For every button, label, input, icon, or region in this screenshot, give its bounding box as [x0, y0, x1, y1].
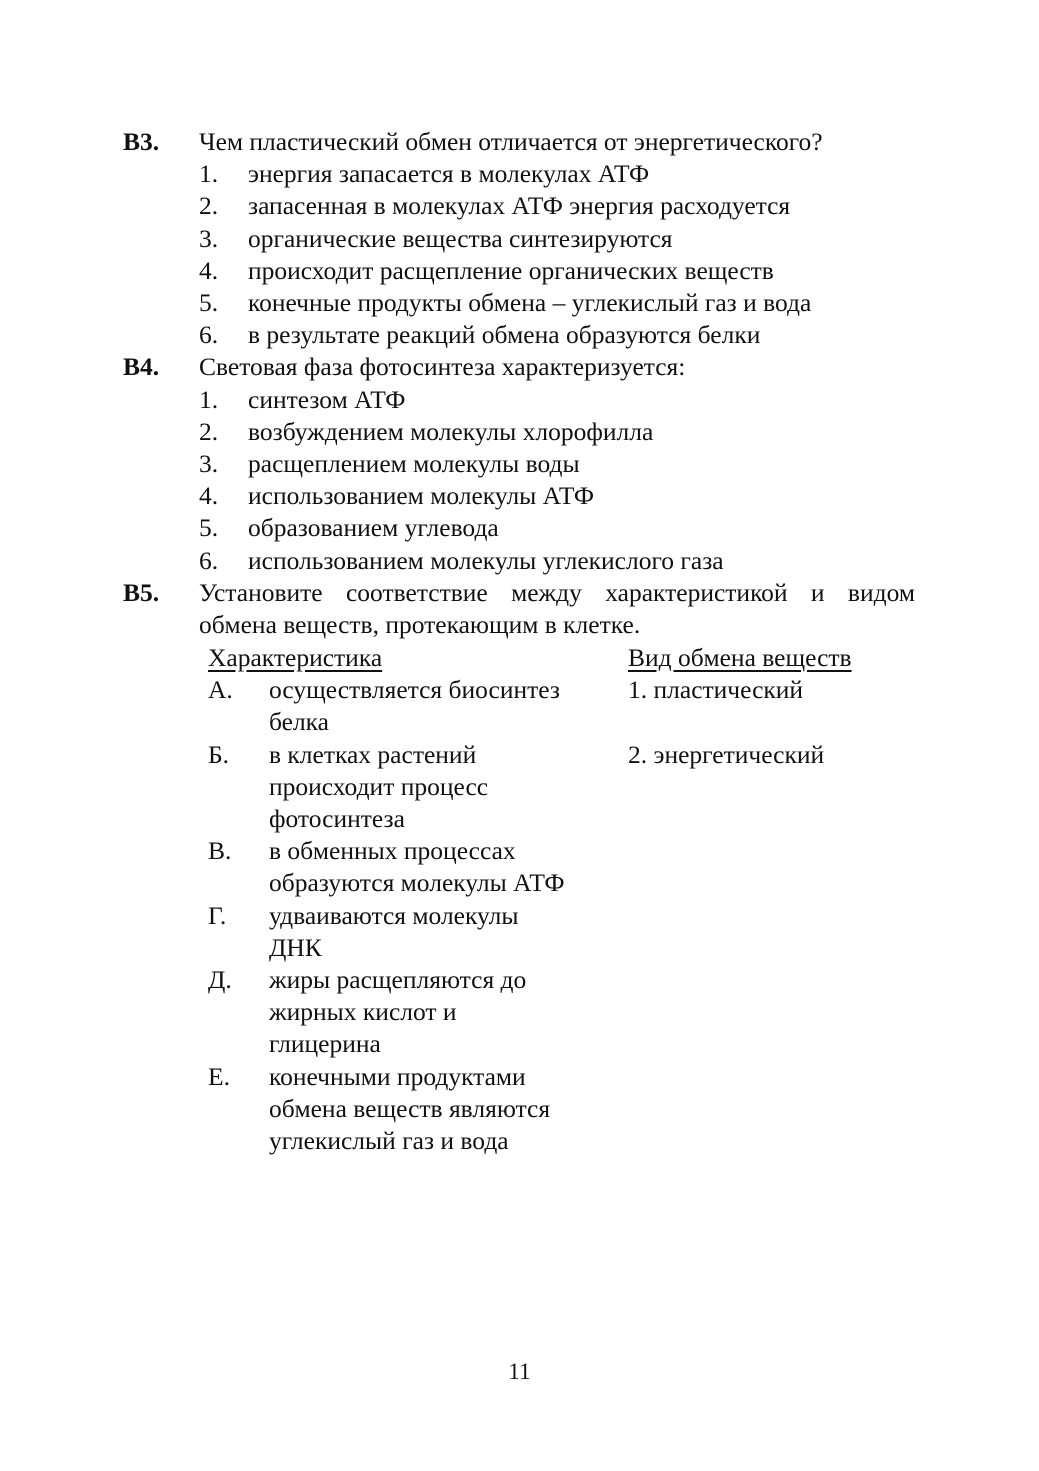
option-text: расщеплением молекулы воды: [248, 448, 580, 478]
question-text: Световая фаза фотосинтеза характеризуется:: [199, 352, 686, 382]
characteristic-item: [0, 964, 1039, 1061]
answer-option: [0, 255, 1039, 287]
option-text: энергия запасается в молекулах АТФ: [248, 159, 650, 189]
option-text: синтезом АТФ: [248, 384, 406, 414]
option-text: запасенная в молекулах АТФ энергия расходуется: [248, 191, 791, 221]
question-text-line: Установите соответствие между характеристикой и видом: [199, 577, 915, 607]
question-text-line: обмена веществ, протекающим в клетке.: [199, 610, 641, 639]
characteristic-item: [0, 739, 1039, 836]
answer-option: [0, 319, 1039, 351]
item-text: в обменных процессах образуются молекулы АТФ: [269, 836, 565, 898]
item-text: жиры расщепляются до жирных кислот и глицерина: [269, 965, 527, 1059]
item-letter: А.: [208, 675, 233, 705]
characteristic-item: [0, 900, 1039, 964]
item-text: осуществляется биосинтез белка: [269, 675, 560, 737]
question-text: Чем пластический обмен отличается от энергетического?: [199, 127, 823, 156]
question-number: B4.: [123, 352, 160, 382]
characteristic-item: [0, 1061, 1039, 1158]
item-letter: В.: [208, 836, 232, 866]
option-number: 5.: [199, 287, 219, 317]
item-text: конечными продуктами обмена веществ являются углекислый газ и вода: [269, 1061, 551, 1156]
option-text: органические вещества синтезируются: [248, 223, 673, 253]
question-number: B3.: [123, 127, 160, 156]
option-text: в результате реакций обмена образуются белки: [248, 320, 761, 350]
answer-options: [0, 158, 1039, 351]
page-number: 11: [508, 1359, 531, 1384]
characteristics-list: [0, 674, 1039, 1157]
answer-option: [0, 158, 1039, 190]
answer-option: [0, 512, 1039, 544]
item-text: удваиваются молекулы ДНК: [269, 900, 519, 962]
option-text: возбуждением молекулы хлорофилла: [248, 416, 654, 446]
option-number: 1.: [199, 159, 219, 189]
answer-option: [0, 384, 1039, 416]
item-letter: Е.: [208, 1061, 230, 1091]
characteristic-item: [0, 835, 1039, 899]
option-number: 1.: [199, 384, 219, 414]
metabolism-type-item: 2. энергетический: [628, 739, 825, 769]
answer-option: [0, 287, 1039, 319]
option-number: 2.: [199, 191, 219, 221]
option-text: образованием углевода: [248, 513, 499, 543]
answer-option: [0, 416, 1039, 448]
option-number: 6.: [199, 545, 219, 575]
option-text: использованием молекулы углекислого газа: [248, 545, 724, 575]
metabolism-type-item: 1. пластический: [628, 675, 804, 705]
option-number: 6.: [199, 320, 219, 350]
option-text: конечные продукты обмена – углекислый газ и вода: [248, 287, 812, 317]
option-text: использованием молекулы АТФ: [248, 481, 595, 511]
metabolism-type-header: Вид обмена веществ: [628, 643, 852, 672]
answer-options: [0, 384, 1039, 577]
item-text: в клетках растений происходит процесс фотосинтеза: [269, 739, 489, 833]
answer-option: [0, 190, 1039, 222]
answer-option: [0, 448, 1039, 480]
option-text: происходит расщепление органических веществ: [248, 255, 774, 285]
answer-option: [0, 480, 1039, 512]
question-text: [199, 577, 915, 641]
item-letter: Б.: [208, 739, 230, 769]
option-number: 4.: [199, 481, 219, 511]
option-number: 2.: [199, 416, 219, 446]
option-number: 4.: [199, 255, 219, 285]
option-number: 3.: [199, 223, 219, 253]
answer-option: [0, 223, 1039, 255]
item-letter: Г.: [208, 900, 227, 930]
characteristic-item: [0, 674, 1039, 738]
option-number: 3.: [199, 448, 219, 478]
option-number: 5.: [199, 513, 219, 543]
characteristics-header: Характеристика: [208, 643, 383, 672]
item-letter: Д.: [208, 965, 232, 995]
question-number: B5.: [123, 577, 160, 607]
answer-option: [0, 545, 1039, 577]
